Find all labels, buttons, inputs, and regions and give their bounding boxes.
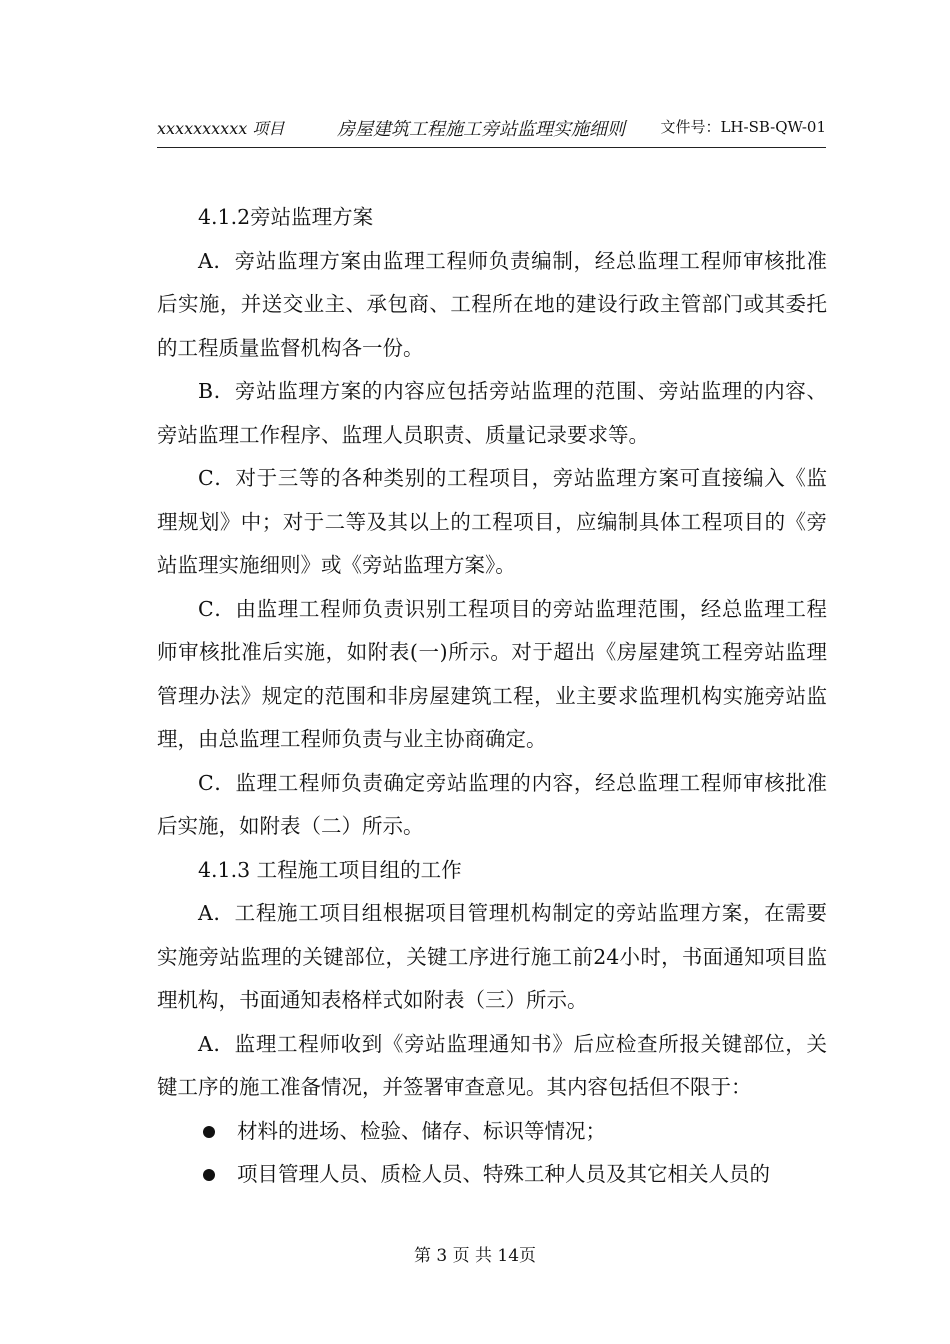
header-file-number: 文件号：LH-SB-QW-01 — [660, 118, 826, 136]
page-footer: 第 3 页 共 14页 — [413, 1246, 537, 1266]
paragraph: C．对于三等的各种类别的工程项目，旁站监理方案可直接编入《监理规划》中；对于二等及其以上的工程项目，应编制具体工程项目的《旁站监理实施细则》或《旁站监理方案》。 — [157, 466, 827, 577]
bullet-item — [157, 1153, 827, 1197]
bullet-text: 项目管理人员、质检人员、特殊工种人员及其它相关人员的 — [237, 1162, 770, 1186]
paragraph: C．监理工程师负责确定旁站监理的内容，经总监理工程师审核批准后实施，如附表（二）所示。 — [157, 770, 827, 838]
bullet-item — [157, 1110, 827, 1154]
bullet-text: 材料的进场、检验、储存、标识等情况； — [237, 1118, 606, 1143]
page-header — [157, 116, 826, 146]
paragraph: B．旁站监理方案的内容应包括旁站监理的范围、旁站监理的内容、旁站监理工作程序、监理人员职责、质量记录要求等。 — [157, 379, 827, 447]
paragraph: C．由监理工程师负责识别工程项目的旁站监理范围，经总监理工程师审核批准后实施，如附表(一)所示。对于超出《房屋建筑工程旁站监理管理办法》规定的范围和非房屋建筑工程，业主要求监理机构实施旁站监理，由总监理工程师负责与业主协商确定。 — [157, 596, 827, 751]
bullet-dot-icon — [203, 1169, 215, 1181]
header-project: xxxxxxxxxx 项目 — [157, 119, 285, 138]
header-title: 房屋建筑工程施工旁站监理实施细则 — [337, 119, 625, 140]
header-divider — [157, 147, 826, 148]
paragraph: A．监理工程师收到《旁站监理通知书》后应检查所报关键部位，关键工序的施工准备情况，并签署审查意见。其内容包括但不限于： — [157, 1031, 827, 1099]
section-heading-4-1-2: 4.1.2旁站监理方案 — [198, 205, 374, 229]
section-heading-4-1-3: 4.1.3 工程施工项目组的工作 — [198, 857, 462, 882]
paragraph: A．工程施工项目组根据项目管理机构制定的旁站监理方案，在需要实施旁站监理的关键部位，关键工序进行施工前24小时，书面通知项目监理机构，书面通知表格样式如附表（三）所示。 — [157, 901, 827, 1012]
paragraph: A．旁站监理方案由监理工程师负责编制，经总监理工程师审核批准后实施，并送交业主、承包商、工程所在地的建设行政主管部门或其委托的工程质量监督机构各一份。 — [157, 248, 827, 360]
bullet-dot-icon — [203, 1126, 215, 1138]
document-body — [157, 196, 827, 1197]
